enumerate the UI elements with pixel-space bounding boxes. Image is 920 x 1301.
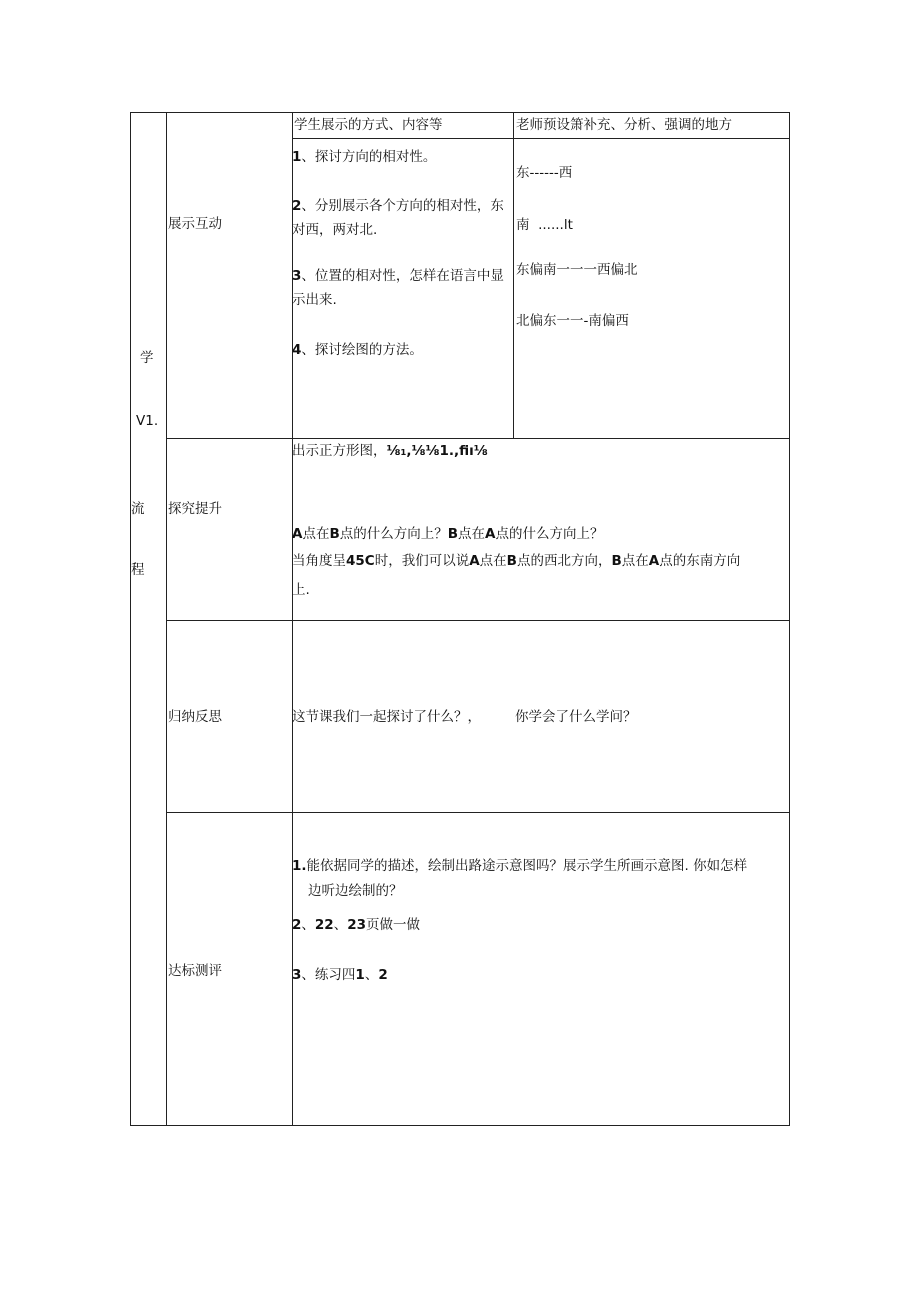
- table-rule: [513, 112, 514, 438]
- table-rule: [166, 812, 790, 813]
- section-name-explore: 探究提升: [168, 501, 222, 517]
- direction-question: A点在B点的什么方向上？B点在A点的什么方向上？: [292, 526, 604, 542]
- table-border-top: [130, 112, 790, 113]
- table-border-bottom: [130, 1125, 790, 1126]
- side-label-liu: 流: [131, 501, 145, 517]
- assess-item-3: 3、练习四1、2: [292, 967, 388, 983]
- teacher-note: 东------西: [516, 165, 573, 181]
- section-name-reflect: 归纳反思: [168, 709, 222, 725]
- section-name-assess: 达标测评: [168, 963, 222, 979]
- header-student-col: 学生展示的方式、内容等: [294, 117, 443, 133]
- side-label-xue: 学: [140, 350, 154, 366]
- list-item: 1、探讨方向的相对性。: [292, 149, 437, 165]
- teacher-note: 南 ......lt: [516, 217, 573, 233]
- reflect-question-2: 你学会了什么学问？: [515, 709, 637, 725]
- table-rule: [166, 438, 790, 439]
- table-rule: [292, 138, 790, 139]
- section-name-display: 展示互动: [168, 216, 222, 232]
- teacher-note: 东偏南一一一西偏北: [516, 262, 638, 278]
- table-border-right: [789, 112, 790, 1126]
- table-rule: [166, 620, 790, 621]
- teacher-note: 北偏东一一-南偏西: [516, 313, 629, 329]
- header-teacher-col: 老师预设箫补充、分析、强调的地方: [516, 117, 732, 133]
- list-item: 3、位置的相对性，怎样在语言中显示出来.: [292, 268, 504, 308]
- direction-answer-cont: 上.: [292, 582, 310, 598]
- table-rule: [166, 112, 167, 1126]
- square-figure-line: 出示正方形图，⅛₁,⅛⅛1.,fiı⅛: [292, 443, 488, 459]
- side-label-v1: V1.: [136, 413, 159, 429]
- side-label-cheng: 程: [131, 562, 145, 578]
- assess-item-1: 1.能依据同学的描述，绘制出路途示意图吗？展示学生所画示意图. 你如怎样: [292, 858, 748, 874]
- table-border-left: [130, 112, 131, 1126]
- reflect-question-1: 这节课我们一起探讨了什么？，: [292, 709, 481, 725]
- list-item: 4、探讨绘图的方法。: [292, 342, 423, 358]
- direction-answer: 当角度呈45C时，我们可以说A点在B点的西北方向，B点在A点的东南方向: [292, 553, 741, 569]
- assess-item-2: 2、22、23页做一做: [292, 917, 420, 933]
- assess-item-1-cont: 边听边绘制的？: [308, 883, 403, 899]
- list-item: 2、分别展示各个方向的相对性，东对西，两对北.: [292, 198, 504, 238]
